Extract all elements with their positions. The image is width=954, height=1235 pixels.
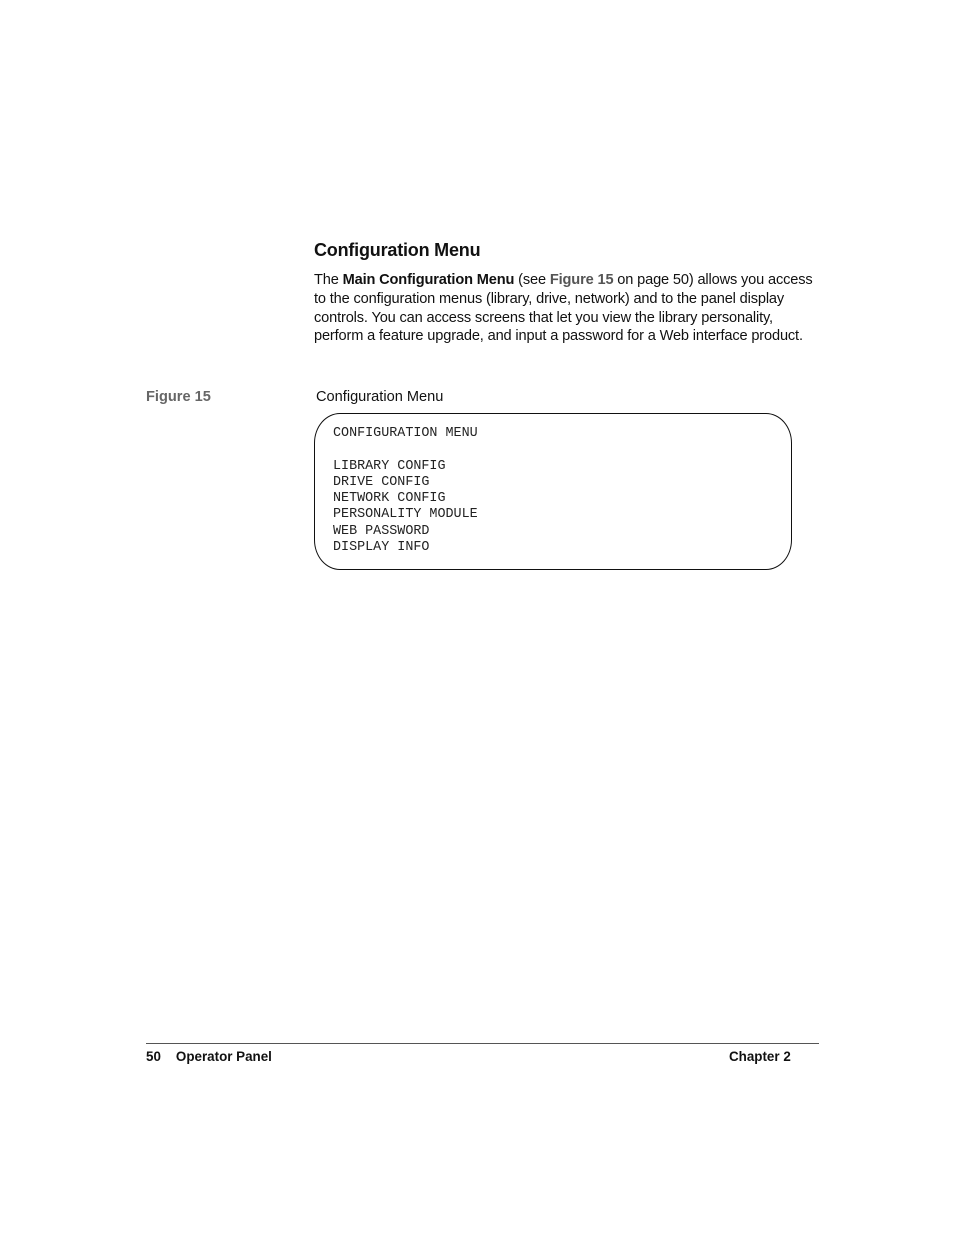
- panel-menu-item: WEB PASSWORD: [333, 523, 430, 539]
- page-number: 50: [146, 1049, 161, 1064]
- menu-name-emphasis: Main Configuration Menu: [342, 272, 515, 288]
- paragraph-text: The: [314, 272, 343, 288]
- panel-blank-line: [333, 442, 478, 458]
- panel-menu-item: DRIVE CONFIG: [333, 474, 430, 490]
- panel-menu-heading: CONFIGURATION MENU: [333, 426, 478, 441]
- body-paragraph: [314, 271, 824, 346]
- panel-menu-list: [333, 426, 478, 556]
- panel-menu-item: PERSONALITY MODULE: [333, 507, 478, 523]
- section-title: Configuration Menu: [314, 240, 481, 260]
- footer-divider: [146, 1043, 819, 1044]
- figure-cross-reference-link[interactable]: Figure 15: [549, 272, 614, 288]
- figure-title: Configuration Menu: [316, 389, 444, 405]
- footer-section-name: Operator Panel: [175, 1049, 272, 1064]
- paragraph-text: (see: [514, 272, 550, 288]
- figure-label: Figure 15: [146, 389, 211, 405]
- panel-menu-item: DISPLAY INFO: [333, 540, 430, 556]
- footer-left: [146, 1049, 272, 1064]
- footer-chapter: Chapter 2: [729, 1049, 791, 1064]
- panel-menu-item: LIBRARY CONFIG: [333, 458, 446, 474]
- panel-menu-item: NETWORK CONFIG: [333, 491, 446, 507]
- operator-panel-display: [314, 413, 792, 570]
- paragraph-text: on page 50) allows you access to the configuration menus (library, drive, network) and to the panel display controls. You can access screens that let you view the library personality, perform a feature upgrade, and input a password for a Web interface product.: [314, 272, 813, 345]
